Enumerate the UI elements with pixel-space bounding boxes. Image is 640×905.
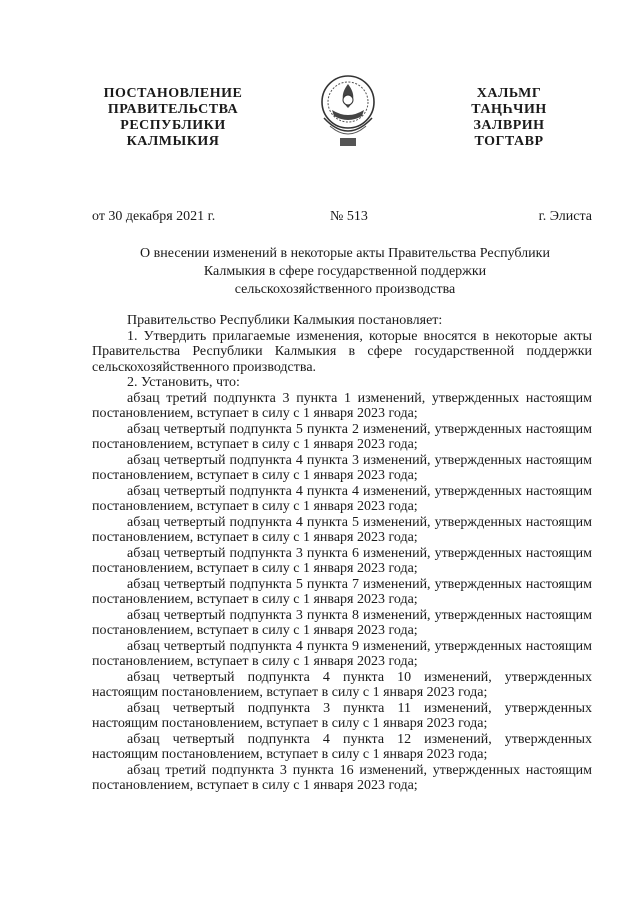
issuer-line: ТАҢҺЧИН	[471, 102, 547, 117]
coat-of-arms-icon	[318, 70, 378, 154]
body-paragraph: абзац четвертый подпункта 4 пункта 12 изменений, утвержденных настоящим постановлением, вступает в силу с 1 января 2023 года;	[92, 731, 592, 762]
body-paragraph: абзац четвертый подпункта 3 пункта 11 изменений, утвержденных настоящим постановлением, вступает в силу с 1 января 2023 года;	[92, 700, 592, 731]
body-paragraph: абзац четвертый подпункта 4 пункта 5 изменений, утвержденных настоящим постановлением, вступает в силу с 1 января 2023 года;	[92, 514, 592, 545]
body-paragraph: абзац четвертый подпункта 4 пункта 10 изменений, утвержденных настоящим постановлением, вступает в силу с 1 января 2023 года;	[92, 669, 592, 700]
document-city: г. Элиста	[538, 209, 592, 224]
body-paragraph: абзац третий подпункта 3 пункта 1 изменений, утвержденных настоящим постановлением, вступает в силу с 1 января 2023 года;	[92, 390, 592, 421]
title-line: сельскохозяйственного производства	[234, 282, 456, 297]
body-paragraph: 2. Установить, что:	[127, 375, 240, 390]
title-line: О внесении изменений в некоторые акты Правительства Республики	[140, 246, 550, 261]
body-paragraph: 1. Утвердить прилагаемые изменения, которые вносятся в некоторые акты Правительства Республики Калмыкия в сфере государственной поддержки сельскохозяйственного производства.	[92, 328, 592, 375]
issuer-line: ПОСТАНОВЛЕНИЕ	[103, 86, 243, 101]
document-date: от 30 декабря 2021 г.	[92, 209, 216, 224]
issuer-line: ПРАВИТЕЛЬСТВА	[107, 102, 239, 117]
issuer-line: ЗАЛВРИН	[473, 118, 545, 133]
document-body	[92, 313, 592, 794]
intro-paragraph: Правительство Республики Калмыкия постановляет:	[127, 313, 443, 328]
document-meta	[92, 209, 592, 227]
body-paragraph: абзац третий подпункта 3 пункта 16 изменений, утвержденных настоящим постановлением, вступает в силу с 1 января 2023 года;	[92, 762, 592, 793]
document-title	[100, 245, 590, 299]
body-paragraph: абзац четвертый подпункта 5 пункта 7 изменений, утвержденных настоящим постановлением, вступает в силу с 1 января 2023 года;	[92, 576, 592, 607]
issuer-name-kalmyk	[454, 86, 564, 150]
issuer-line: ТОГТАВР	[474, 134, 544, 149]
issuer-line: ХАЛЬМГ	[476, 86, 542, 101]
issuer-line: РЕСПУБЛИКИ	[120, 118, 226, 133]
body-paragraph: абзац четвертый подпункта 5 пункта 2 изменений, утвержденных настоящим постановлением, вступает в силу с 1 января 2023 года;	[92, 421, 592, 452]
title-line: Калмыкия в сфере государственной поддержки	[203, 264, 487, 279]
body-paragraph: абзац четвертый подпункта 4 пункта 4 изменений, утвержденных настоящим постановлением, вступает в силу с 1 января 2023 года;	[92, 483, 592, 514]
body-paragraph: абзац четвертый подпункта 4 пункта 3 изменений, утвержденных настоящим постановлением, вступает в силу с 1 января 2023 года;	[92, 452, 592, 483]
issuer-name-russian	[98, 86, 248, 150]
issuer-line: КАЛМЫКИЯ	[126, 134, 220, 149]
body-paragraph: абзац четвертый подпункта 3 пункта 8 изменений, утвержденных настоящим постановлением, вступает в силу с 1 января 2023 года;	[92, 607, 592, 638]
document-number: № 513	[330, 209, 368, 224]
body-paragraph: абзац четвертый подпункта 3 пункта 6 изменений, утвержденных настоящим постановлением, вступает в силу с 1 января 2023 года;	[92, 545, 592, 576]
body-paragraph: абзац четвертый подпункта 4 пункта 9 изменений, утвержденных настоящим постановлением, вступает в силу с 1 января 2023 года;	[92, 638, 592, 669]
